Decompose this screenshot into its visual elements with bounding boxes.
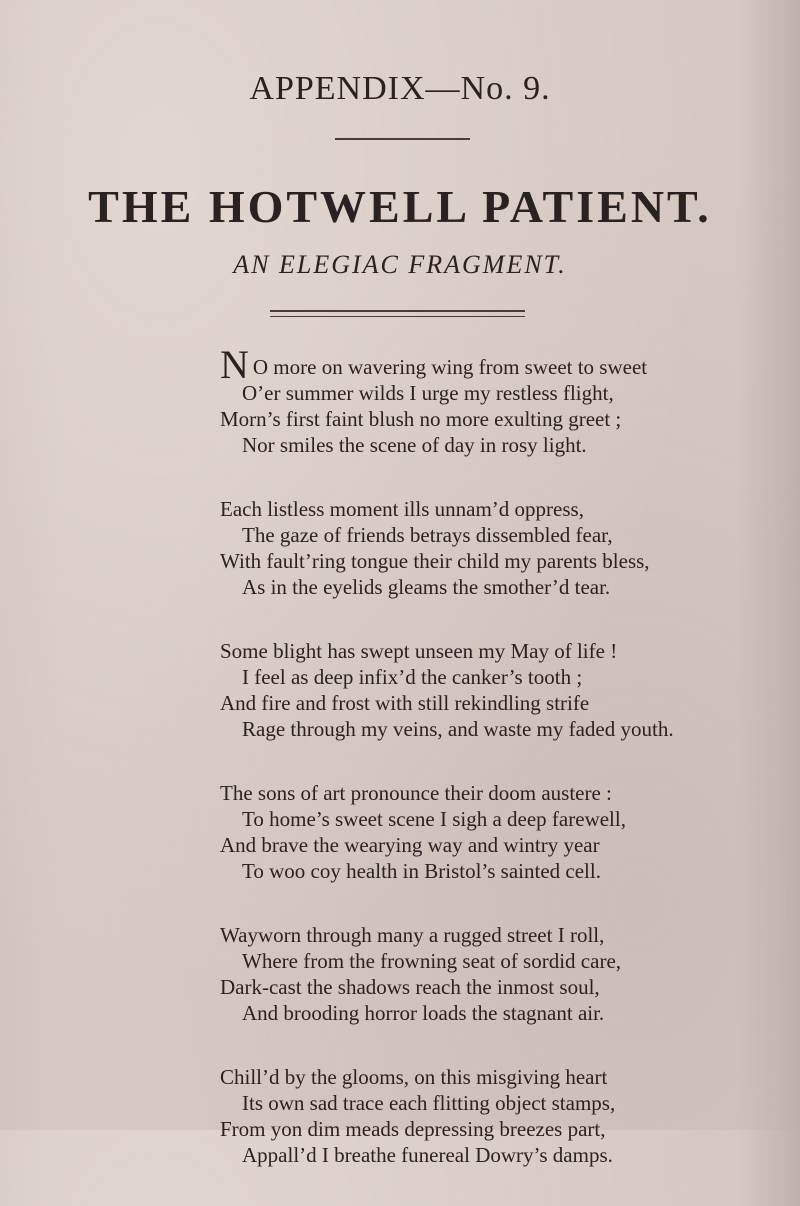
poem-line: Morn’s first faint blush no more exulting greet ;	[220, 407, 622, 431]
poem-line: Appall’d I breathe funereal Dowry’s damps.	[242, 1143, 613, 1167]
stanza-1	[220, 342, 690, 458]
poem-line: Chill’d by the glooms, on this misgiving heart	[220, 1065, 608, 1089]
poem-body	[220, 342, 690, 1206]
stanza-4	[220, 780, 690, 884]
poem-line: To woo coy health in Bristol’s sainted cell.	[242, 859, 601, 883]
poem-subtitle: AN ELEGIAC FRAGMENT.	[233, 250, 567, 279]
poem-line: To home’s sweet scene I sigh a deep farewell,	[242, 807, 626, 831]
title-rule	[270, 310, 525, 317]
stanza-2	[220, 496, 690, 600]
poem-line: Its own sad trace each flitting object stamps,	[242, 1091, 616, 1115]
poem-line-text: O more on wavering wing from sweet to sweet	[252, 355, 648, 379]
poem-line: O’er summer wilds I urge my restless flight,	[242, 381, 614, 405]
poem-title: THE HOTWELL PATIENT.	[88, 181, 712, 232]
drop-cap: N	[220, 342, 249, 387]
stanza-3	[220, 638, 690, 742]
poem-line: From yon dim meads depressing breezes part,	[220, 1117, 606, 1141]
poem-line: The sons of art pronounce their doom austere :	[220, 781, 612, 805]
poem-line: The gaze of friends betrays dissembled fear,	[242, 523, 613, 547]
stanza-6	[220, 1064, 690, 1168]
poem-line: Where from the frowning seat of sordid care,	[242, 949, 622, 973]
poem-line: And brave the wearying way and wintry year	[220, 833, 600, 857]
poem-line: With fault’ring tongue their child my parents bless,	[220, 549, 650, 573]
stanza-5	[220, 922, 690, 1026]
poem-line: And fire and frost with still rekindling strife	[220, 691, 590, 715]
poem-line: Each listless moment ills unnam’d oppress,	[220, 497, 584, 521]
poem-line: Nor smiles the scene of day in rosy light.	[242, 433, 587, 457]
appendix-heading: APPENDIX—No. 9.	[249, 70, 551, 107]
poem-line: Some blight has swept unseen my May of life !	[220, 639, 618, 663]
poem-line: I feel as deep infix’d the canker’s tooth ;	[242, 665, 583, 689]
poem-line: Dark-cast the shadows reach the inmost soul,	[220, 975, 600, 999]
heading-rule	[335, 138, 470, 140]
poem-line: As in the eyelids gleams the smother’d tear.	[242, 575, 611, 599]
poem-line: Wayworn through many a rugged street I roll,	[220, 923, 605, 947]
poem-line	[220, 342, 690, 387]
poem-line: And brooding horror loads the stagnant air.	[242, 1001, 605, 1025]
poem-line: Rage through my veins, and waste my faded youth.	[242, 717, 674, 741]
